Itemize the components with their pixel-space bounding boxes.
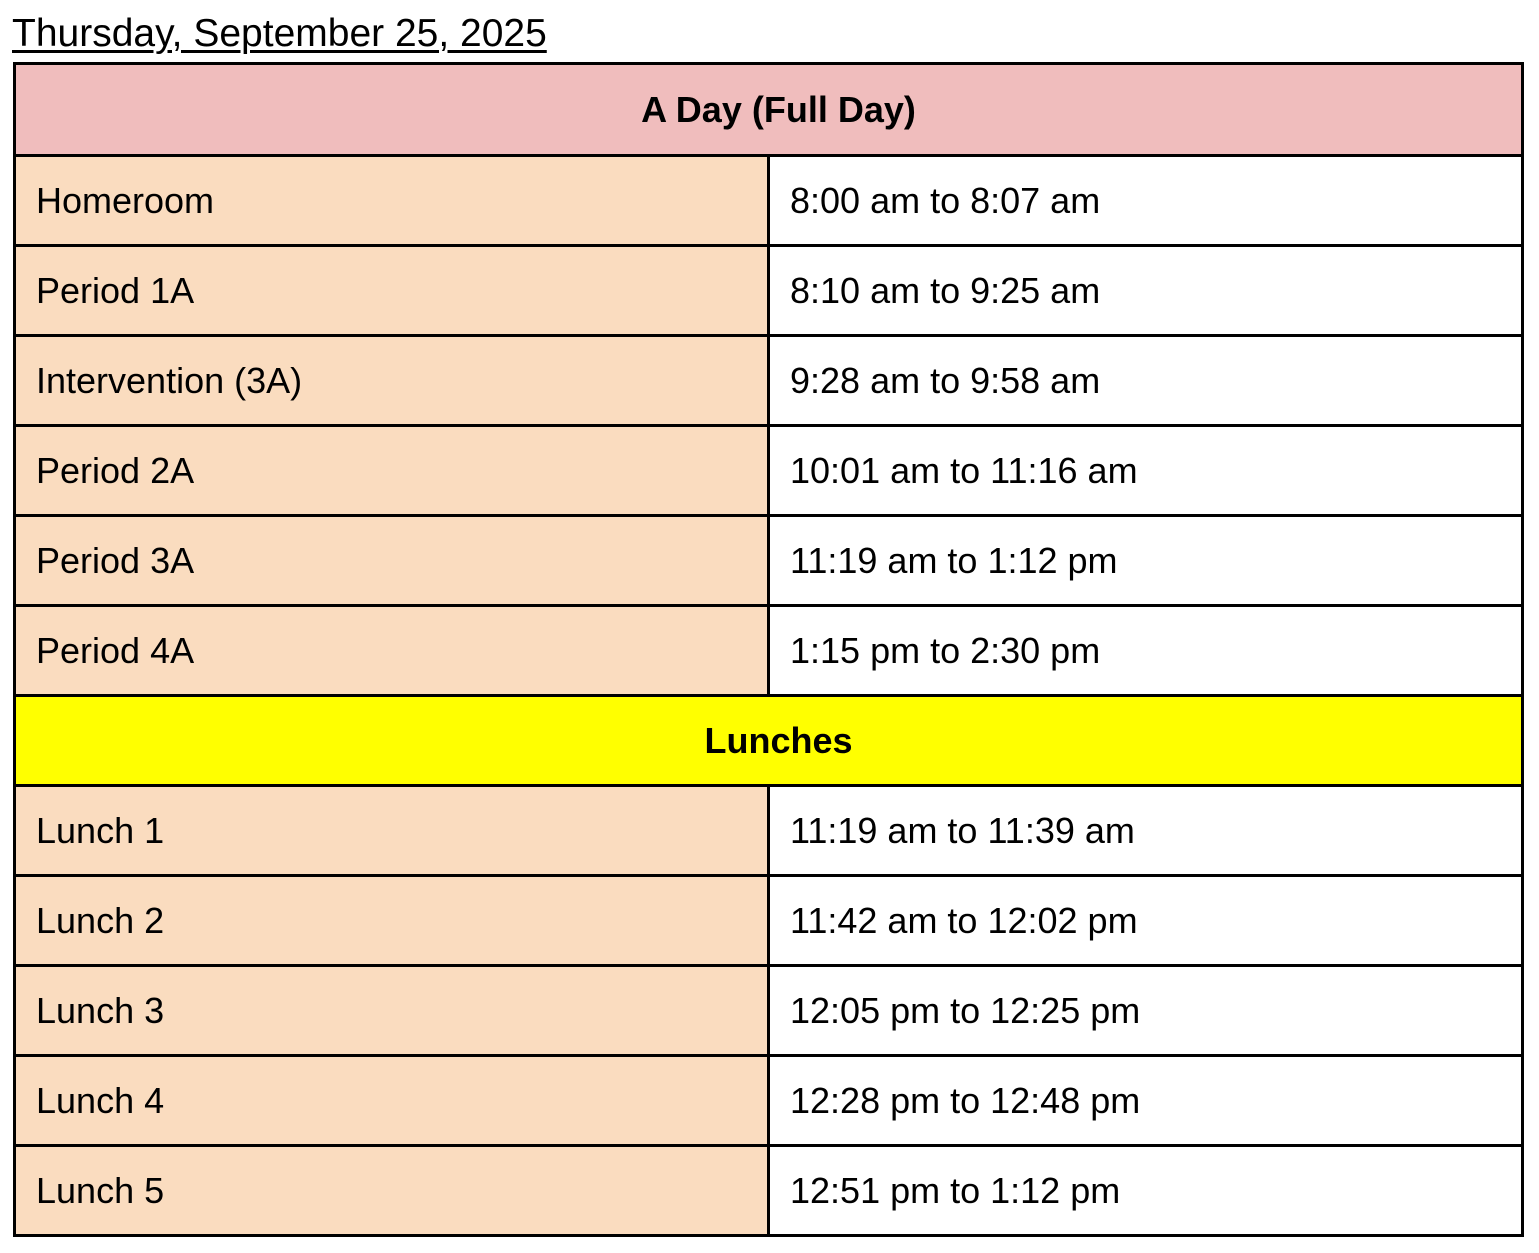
lunch-time: 12:05 pm to 12:25 pm: [769, 966, 1523, 1056]
lunch-time: 11:19 am to 11:39 am: [769, 786, 1523, 876]
period-name: Period 2A: [15, 426, 769, 516]
lunches-section: [15, 696, 1523, 1236]
lunch-row: [15, 876, 1523, 966]
lunch-name: Lunch 1: [15, 786, 769, 876]
lunch-row: [15, 1146, 1523, 1236]
schedule-date-title: Thursday, September 25, 2025: [12, 12, 547, 55]
lunch-time: 12:28 pm to 12:48 pm: [769, 1056, 1523, 1146]
period-time: 1:15 pm to 2:30 pm: [769, 606, 1523, 696]
period-name: Period 4A: [15, 606, 769, 696]
lunches-header: Lunches: [15, 696, 1523, 786]
lunch-row: [15, 966, 1523, 1056]
lunch-time: 12:51 pm to 1:12 pm: [769, 1146, 1523, 1236]
lunch-name: Lunch 5: [15, 1146, 769, 1236]
schedule-row: [15, 606, 1523, 696]
lunches-header-row: [15, 696, 1523, 786]
lunch-time: 11:42 am to 12:02 pm: [769, 876, 1523, 966]
schedule-row: [15, 246, 1523, 336]
a-day-header: A Day (Full Day): [15, 64, 1523, 156]
schedule-row: [15, 516, 1523, 606]
period-name: Homeroom: [15, 156, 769, 246]
bell-schedule-table: [13, 62, 1524, 1237]
lunch-name: Lunch 4: [15, 1056, 769, 1146]
period-name: Intervention (3A): [15, 336, 769, 426]
period-time: 11:19 am to 1:12 pm: [769, 516, 1523, 606]
a-day-section: [15, 64, 1523, 696]
period-name: Period 1A: [15, 246, 769, 336]
lunch-name: Lunch 3: [15, 966, 769, 1056]
period-name: Period 3A: [15, 516, 769, 606]
lunch-row: [15, 786, 1523, 876]
period-time: 10:01 am to 11:16 am: [769, 426, 1523, 516]
schedule-row: [15, 336, 1523, 426]
schedule-row: [15, 156, 1523, 246]
lunch-name: Lunch 2: [15, 876, 769, 966]
schedule-row: [15, 426, 1523, 516]
period-time: 9:28 am to 9:58 am: [769, 336, 1523, 426]
period-time: 8:10 am to 9:25 am: [769, 246, 1523, 336]
a-day-header-row: [15, 64, 1523, 156]
lunch-row: [15, 1056, 1523, 1146]
period-time: 8:00 am to 8:07 am: [769, 156, 1523, 246]
